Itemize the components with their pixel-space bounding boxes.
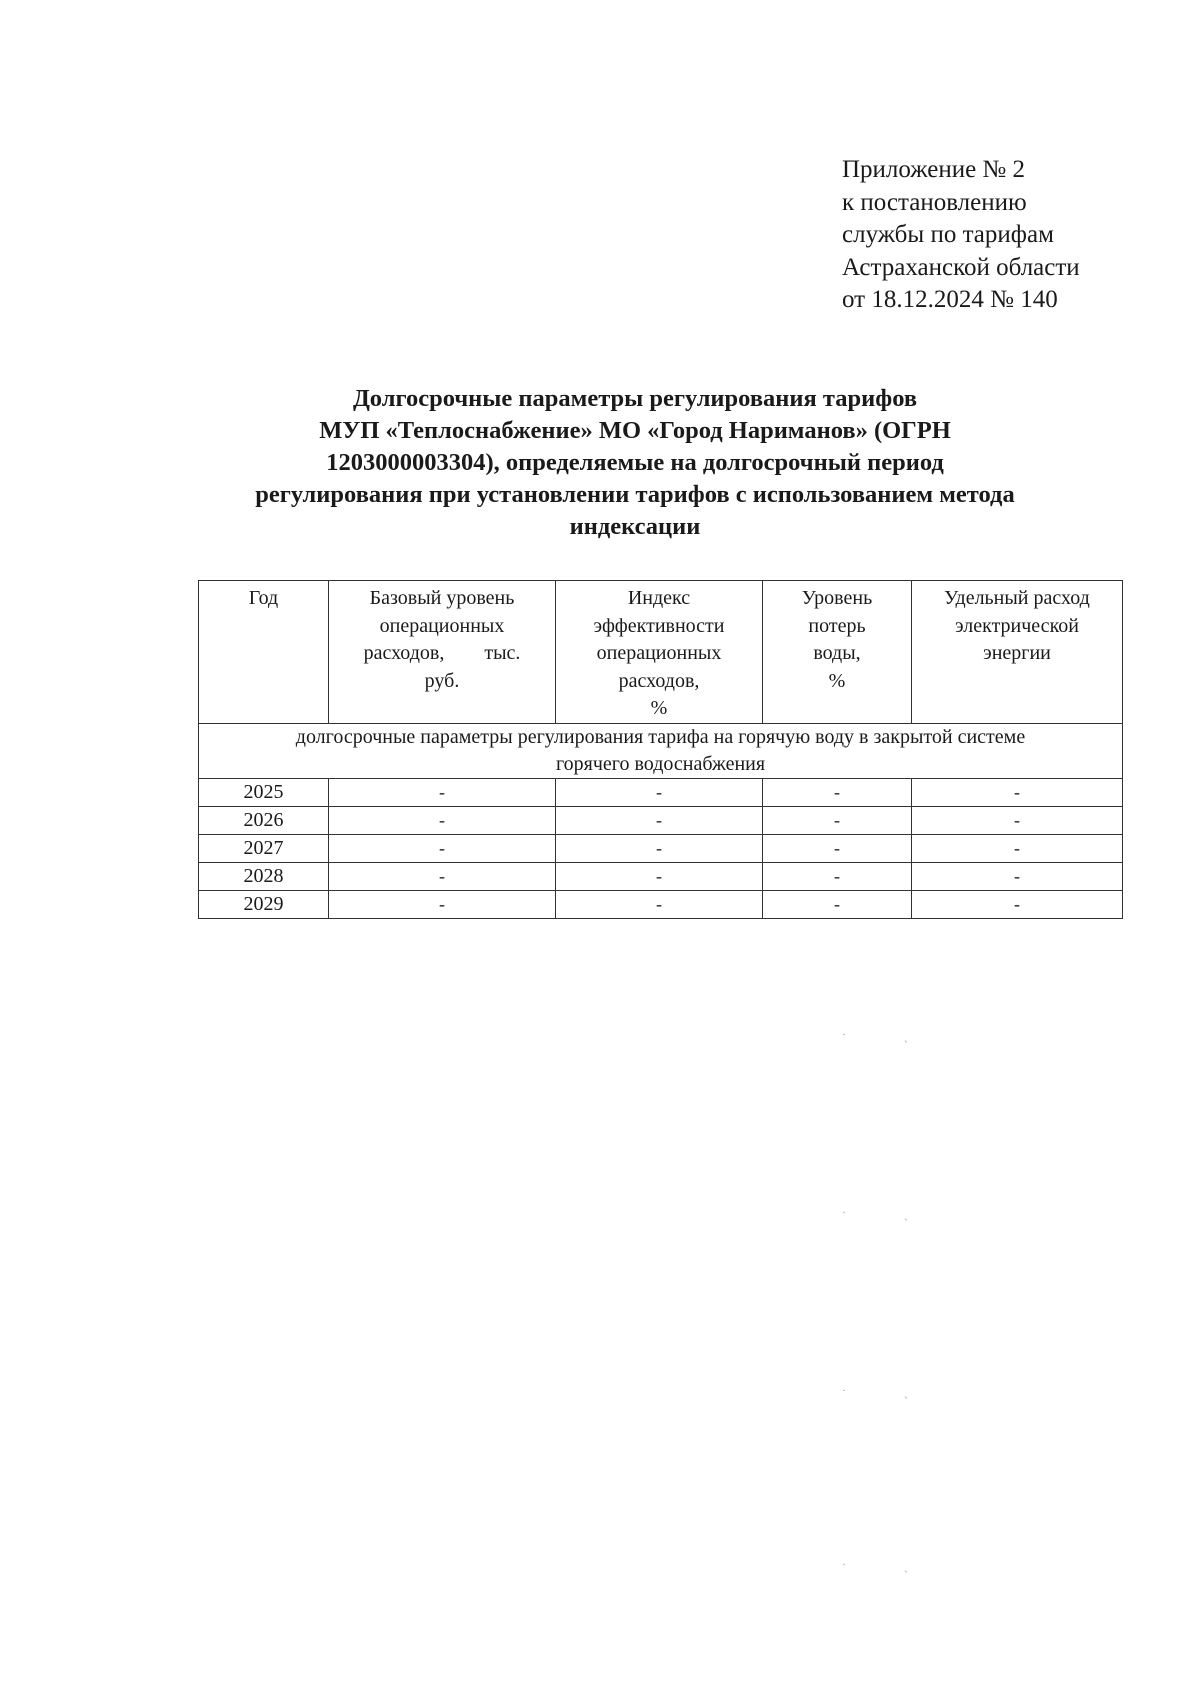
value-cell: -	[912, 890, 1123, 918]
value-cell: -	[556, 778, 763, 806]
title-line: 1203000003304), определяемые на долгосрочный период	[326, 449, 944, 476]
header-water-loss: Уровень потерь воды, %	[763, 581, 912, 724]
value-cell: -	[912, 862, 1123, 890]
scan-speck: ˎ	[904, 1029, 908, 1043]
year-cell: 2029	[199, 890, 329, 918]
value-cell: -	[329, 806, 556, 834]
value-cell: -	[556, 834, 763, 862]
section-row	[199, 723, 1123, 778]
value-cell: -	[556, 806, 763, 834]
title-line: индексации	[569, 513, 701, 540]
value-cell: -	[556, 890, 763, 918]
title-line: МУП «Теплоснабжение» МО «Город Нариманов» (ОГРН	[319, 417, 951, 444]
scan-speck: ·	[842, 1557, 846, 1571]
scan-speck: ·	[842, 1205, 846, 1219]
header-year: Год	[199, 581, 329, 724]
parameters-table	[198, 580, 1123, 919]
table-header-row	[199, 581, 1123, 724]
value-cell: -	[912, 834, 1123, 862]
section-caption: долгосрочные параметры регулирования тарифа на горячую воду в закрытой системе горячего водоснабжения	[199, 723, 1123, 778]
value-cell: -	[329, 778, 556, 806]
header-energy-consumption: Удельный расход электрической энергии	[912, 581, 1123, 724]
value-cell: -	[556, 862, 763, 890]
appendix-line: от 18.12.2024 № 140	[842, 286, 1058, 313]
appendix-line: службы по тарифам	[842, 221, 1054, 248]
title-line: регулирования при установлении тарифов с использованием метода	[255, 481, 1015, 508]
appendix-line: Приложение № 2	[842, 156, 1026, 183]
appendix-block	[842, 154, 1080, 317]
scan-speck: ˎ	[904, 1207, 908, 1221]
document-title	[190, 383, 1080, 543]
value-cell: -	[329, 834, 556, 862]
value-cell: -	[763, 834, 912, 862]
year-cell: 2026	[199, 806, 329, 834]
scan-speck: ˎ	[904, 1385, 908, 1399]
year-cell: 2027	[199, 834, 329, 862]
appendix-line: к постановлению	[842, 188, 1027, 216]
header-efficiency-index: Индекс эффективности операционных расходов, %	[556, 581, 763, 724]
value-cell: -	[912, 806, 1123, 834]
value-cell: -	[912, 778, 1123, 806]
value-cell: -	[763, 890, 912, 918]
scan-speck: ·	[842, 1383, 846, 1397]
title-line: Долгосрочные параметры регулирования тарифов	[352, 385, 918, 412]
table-row	[199, 834, 1123, 862]
value-cell: -	[763, 806, 912, 834]
table-row	[199, 778, 1123, 806]
table-row	[199, 806, 1123, 834]
value-cell: -	[763, 862, 912, 890]
scan-speck: ·	[842, 1027, 846, 1041]
header-base-opex: Базовый уровень операционных расходов, тыс. руб.	[329, 581, 556, 724]
value-cell: -	[763, 778, 912, 806]
value-cell: -	[329, 890, 556, 918]
appendix-line: Астраханской области	[842, 253, 1080, 281]
scan-speck: ˎ	[904, 1559, 908, 1573]
year-cell: 2025	[199, 778, 329, 806]
table-row	[199, 862, 1123, 890]
table-row	[199, 890, 1123, 918]
year-cell: 2028	[199, 862, 329, 890]
value-cell: -	[329, 862, 556, 890]
